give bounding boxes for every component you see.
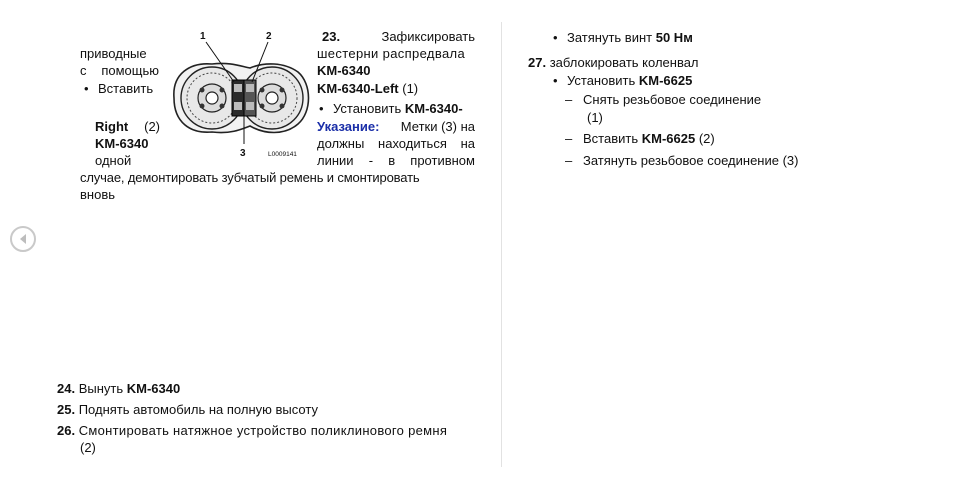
dash-item-cont: (1) bbox=[587, 110, 603, 125]
step-26-cont: (2) bbox=[80, 440, 96, 455]
step-24: 24. Вынуть KM-6340 bbox=[57, 381, 181, 396]
callout-1: 1 bbox=[200, 31, 206, 42]
text-line: должны находиться на bbox=[317, 136, 475, 151]
step-23-text: Зафиксировать bbox=[381, 29, 475, 44]
tool-code: KM-6340 bbox=[95, 136, 149, 151]
text-line: приводные bbox=[80, 46, 147, 61]
text-line: шестерни распредвала bbox=[317, 46, 466, 61]
timing-gears-figure bbox=[160, 26, 317, 161]
dash-item: – Снять резьбовое соединение bbox=[565, 92, 762, 107]
text-line: с помощью bbox=[80, 63, 159, 78]
step-23-number: 23. bbox=[322, 29, 341, 44]
step-25: 25. Поднять автомобиль на полную высоту bbox=[57, 402, 318, 417]
callout-2: 2 bbox=[266, 31, 272, 42]
bullet-item: • Затянуть винт 50 Нм bbox=[553, 30, 693, 45]
tool-code: KM-6340-Left (1) bbox=[317, 81, 419, 96]
gear-diagram-illustration bbox=[160, 26, 317, 161]
tool-code: KM-6340 bbox=[317, 63, 371, 78]
arrow-left-icon bbox=[17, 233, 29, 245]
prev-page-button[interactable] bbox=[10, 226, 36, 252]
step-27: 27. заблокировать коленвал bbox=[528, 55, 699, 70]
bullet-item: • Вставить bbox=[84, 81, 154, 96]
column-divider bbox=[501, 22, 502, 467]
text-line: одной bbox=[95, 153, 132, 168]
figure-code: L0009141 bbox=[268, 151, 297, 158]
dash-item: – Вставить KM-6625 (2) bbox=[565, 131, 715, 146]
text-line: случае, демонтировать зубчатый ремень и смонтировать bbox=[80, 170, 420, 185]
step-23-heading bbox=[322, 28, 475, 45]
bullet-item: • Установить KM-6625 bbox=[553, 73, 693, 88]
bullet-item: • Установить KM-6340- bbox=[319, 101, 463, 116]
text-line: вновь bbox=[80, 187, 115, 202]
step-26: 26. Смонтировать натяжное устройство поликлинового ремня bbox=[57, 423, 448, 438]
callout-3: 3 bbox=[240, 148, 246, 159]
dash-item: – Затянуть резьбовое соединение (3) bbox=[565, 153, 799, 168]
note-label: Указание: bbox=[317, 119, 380, 134]
text-line: Right (2) bbox=[95, 119, 160, 134]
note-line: Указание: Метки (3) на bbox=[317, 119, 475, 134]
text-line: линии - в противном bbox=[317, 153, 475, 168]
